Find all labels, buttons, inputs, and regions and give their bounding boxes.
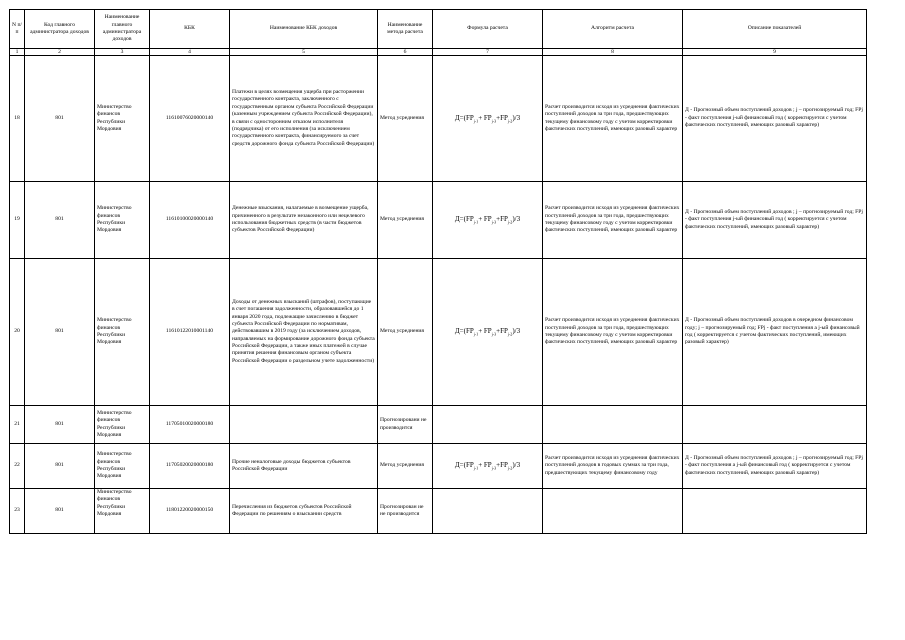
column-number: 5 bbox=[230, 49, 378, 56]
kbk-name: Перечисления из бюджетов субъектов Российской Федерации по решениям о взыскании средств bbox=[230, 489, 378, 534]
algorithm bbox=[543, 406, 683, 444]
indicator-description: Д - Прогнозный объем поступлений доходов ; j – прогнозируемый год; FPj - факт поступления a j-ый финансовый год ( корректируется с учетом фактических поступлений, имеющих разовый характер) bbox=[683, 444, 867, 489]
column-number: 1 bbox=[10, 49, 25, 56]
row-number: 22 bbox=[10, 444, 25, 489]
header-formula: Формула расчета bbox=[433, 10, 543, 49]
indicator-description bbox=[683, 406, 867, 444]
kbk-code: 11610076020000140 bbox=[150, 56, 230, 182]
indicator-description: Д - Прогнозный объем поступлений доходов ; j – прогнозируемый год; FPj - факт поступления j-ый финансовый год ( корректируется с учетом фактических поступлений, имеющих разовый характер) bbox=[683, 56, 867, 182]
formula-empty bbox=[433, 489, 543, 534]
algorithm: Расчет производится исходя из усреднения фактических поступлений доходов за три года, предшествующих текущему финансовому году с учетом корректировки фактических поступлений, имеющих разовый характер bbox=[543, 182, 683, 259]
kbk-name: Доходы от денежных взысканий (штрафов), поступающие в счет погашения задолженности, образовавшейся до 1 января 2020 года, подлежащие зачислению в бюджет субъекта Российской Федерации по нормативам, действовавшим в 2019 году (за исключением доходов, направляемых на формирование дорожного фонда субъекта Российской Федерации, а также иных платежей в случае принятия решения финансовым органом субъекта Российской Федерации о раздельном учете задолженности) bbox=[230, 259, 378, 406]
algorithm: Расчет производится исходя из усреднения фактических поступлений доходов в годовых суммах за три года, предшествующих текущему финансовому году bbox=[543, 444, 683, 489]
admin-code: 801 bbox=[25, 444, 95, 489]
formula: $Д=(FP_{j-1}+ FP_{j-3}+FP_{j-2})/3$ bbox=[433, 56, 543, 182]
table-row bbox=[10, 56, 867, 182]
admin-name: Министерство финансов Республики Мордовия bbox=[95, 259, 150, 406]
admin-code: 801 bbox=[25, 489, 95, 534]
row-number: 23 bbox=[10, 489, 25, 534]
kbk-name: Платежи в целях возмещения ущерба при расторжении государственного контракта, заключенного с государственным органом субъекта Российской Федерации (казенным учреждением субъекта Российской Федерации), в связи с односторонним отказом исполнителя (подрядчика) от его исполнения (за исключением государственного контракта, финансируемого за счет средств дорожного фонда субъекта Российской Федерации) bbox=[230, 56, 378, 182]
header-admin-code: Код главного администратора доходов bbox=[25, 10, 95, 49]
admin-code: 801 bbox=[25, 182, 95, 259]
algorithm: Расчет производится исходя из усреднения фактических поступлений доходов за три года, предшествующих текущему финансовому году с учетом корректировки фактических поступлений, имеющих разовый характер bbox=[543, 259, 683, 406]
algorithm bbox=[543, 489, 683, 534]
header-admin-name: Наименование главного администратора доходов bbox=[95, 10, 150, 49]
formula: $Д=(FP_{j-1}+ FP_{j-3}+FP_{j-2})/3$ bbox=[433, 182, 543, 259]
algorithm: Расчет производится исходя из усреднения фактических поступлений доходов за три года, предшествующих текущему финансовому году с учетом корректировки фактических поступлений, имеющих разовый характер bbox=[543, 56, 683, 182]
table-row bbox=[10, 259, 867, 406]
header-description: Описание показателей bbox=[683, 10, 867, 49]
admin-code: 801 bbox=[25, 56, 95, 182]
row-number: 21 bbox=[10, 406, 25, 444]
column-number: 2 bbox=[25, 49, 95, 56]
column-number: 3 bbox=[95, 49, 150, 56]
method: Прогнозировани не производится bbox=[378, 406, 433, 444]
kbk-code: 11610122010001140 bbox=[150, 259, 230, 406]
header-kbk: КБК bbox=[150, 10, 230, 49]
admin-code: 801 bbox=[25, 406, 95, 444]
table-row bbox=[10, 182, 867, 259]
method: Метод усреднения bbox=[378, 56, 433, 182]
admin-name: Министерство финансов Республики Мордовия bbox=[95, 489, 150, 534]
table-row bbox=[10, 489, 867, 534]
column-number: 7 bbox=[433, 49, 543, 56]
column-number: 8 bbox=[543, 49, 683, 56]
row-number: 19 bbox=[10, 182, 25, 259]
method: Метод усреднения bbox=[378, 259, 433, 406]
table-row bbox=[10, 406, 867, 444]
kbk-code: 11705010020000180 bbox=[150, 406, 230, 444]
formula-empty bbox=[433, 406, 543, 444]
method: Метод усреднения bbox=[378, 182, 433, 259]
column-number-row bbox=[10, 49, 867, 56]
income-forecast-table bbox=[9, 9, 867, 534]
formula: $Д=(FP_{j-1}+ FP_{j-3}+FP_{j-2})/3$ bbox=[433, 444, 543, 489]
header-n: N п/п bbox=[10, 10, 25, 49]
column-number: 6 bbox=[378, 49, 433, 56]
admin-name: Министерство финансов Республики Мордовия bbox=[95, 56, 150, 182]
header-row bbox=[10, 10, 867, 49]
kbk-code: 11801220020000150 bbox=[150, 489, 230, 534]
kbk-name: Прочие неналоговые доходы бюджетов субъектов Российской Федерации bbox=[230, 444, 378, 489]
admin-name: Министерство финансов Республики Мордовия bbox=[95, 406, 150, 444]
header-kbk-name: Наименование КБК доходов bbox=[230, 10, 378, 49]
row-number: 20 bbox=[10, 259, 25, 406]
header-method: Наименование метода расчета bbox=[378, 10, 433, 49]
column-number: 4 bbox=[150, 49, 230, 56]
method: Прогнозирован ие не производится bbox=[378, 489, 433, 534]
table-row bbox=[10, 444, 867, 489]
indicator-description bbox=[683, 489, 867, 534]
method: Метод усреднения bbox=[378, 444, 433, 489]
indicator-description: Д - Прогнозный объем поступлений доходов ; j – прогнозируемый год; FPj - факт поступления j-ый финансовый год ( корректируется с учетом фактических поступлений, имеющих разовый характер) bbox=[683, 182, 867, 259]
column-number: 9 bbox=[683, 49, 867, 56]
admin-name: Министерство финансов Республики Мордовия bbox=[95, 444, 150, 489]
admin-code: 801 bbox=[25, 259, 95, 406]
admin-name: Министерство финансов Республики Мордовия bbox=[95, 182, 150, 259]
kbk-code: 11610100020000140 bbox=[150, 182, 230, 259]
kbk-name bbox=[230, 406, 378, 444]
kbk-code: 11705020020000180 bbox=[150, 444, 230, 489]
indicator-description: Д - Прогнозный объем поступлений доходов в очередном финансовом году; j – прогнозируемый год; FPj - факт поступления a j-ый финансовый год ( корректируется с учетом фактических поступлений, имеющих разовый характер) bbox=[683, 259, 867, 406]
row-number: 18 bbox=[10, 56, 25, 182]
formula: $Д=(FP_{j-1}+ FP_{j-3}+FP_{j-2})/3$ bbox=[433, 259, 543, 406]
kbk-name: Денежные взыскания, налагаемые в возмещение ущерба, причиненного в результате незаконного или нецелевого использования бюджетных средств (в части бюджетов субъектов Российской Федерации) bbox=[230, 182, 378, 259]
header-algorithm: Алгоритм расчета bbox=[543, 10, 683, 49]
